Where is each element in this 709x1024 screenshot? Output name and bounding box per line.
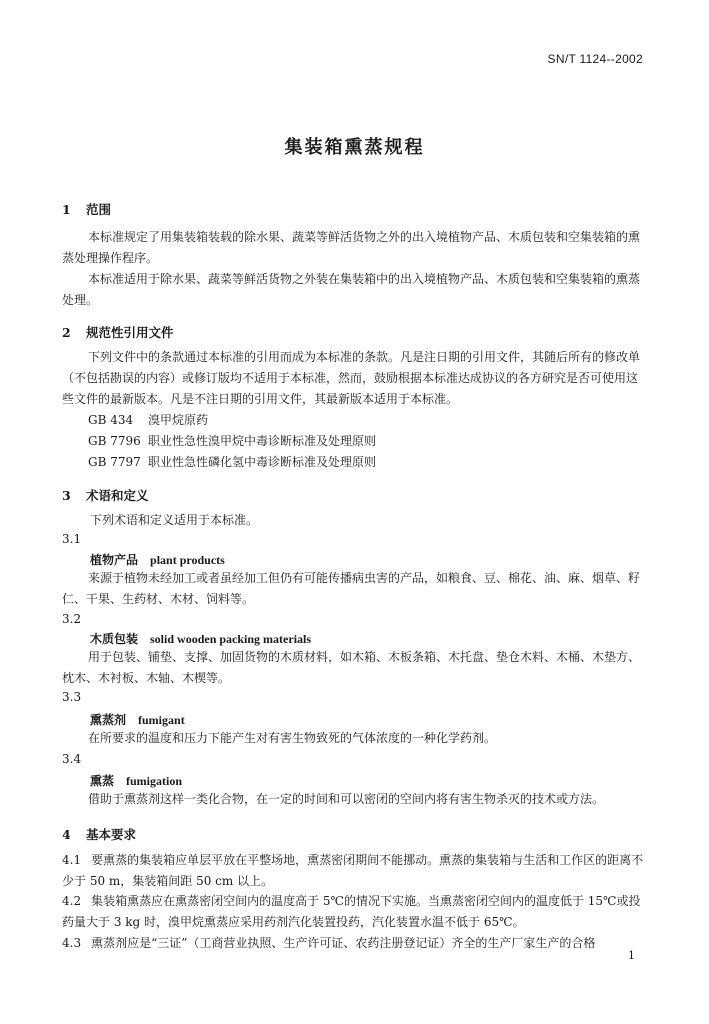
reference-code: GB 7797 (88, 455, 141, 469)
term-title (90, 551, 225, 568)
section-title: 范围 (86, 202, 112, 217)
clause-item (62, 850, 646, 892)
reference-name: 职业性急性溴甲烷中毒诊断标准及处理原则 (148, 434, 377, 448)
term-cn: 植物产品 (90, 553, 139, 567)
term-number: 3.2 (62, 612, 82, 626)
term-definition: 来源于植物未经加工或者虽经加工但仍有可能传播病虫害的产品，如粮食、豆、棉花、油、麻、烟草、籽仁、干果、生药材、木材、饲料等。 (62, 571, 641, 606)
section-4-heading (62, 825, 136, 843)
paragraph: 本标准规定了用集装箱装载的除水果、蔬菜等鲜活货物之外的出入境植物产品、木质包装和空集装箱的熏蒸处理操作程序。 (62, 230, 641, 265)
reference-code: GB 434 (88, 413, 134, 427)
paragraph: 本标准适用于除水果、蔬菜等鲜活货物之外装在集装箱中的出入境植物产品、木质包装和空集装箱的熏蒸处理。 (62, 272, 641, 307)
term-cn: 木质包装 (90, 632, 139, 646)
reference-item (88, 432, 376, 449)
clause-text: 熏蒸剂应是“三证”（工商营业执照、生产许可证、农药注册登记证）齐全的生产厂家生产的合格 (91, 936, 596, 950)
term-title (90, 711, 185, 728)
page-title: 集装箱熏蒸规程 (284, 137, 425, 158)
reference-item (88, 411, 208, 428)
clause-number: 4.3 (62, 936, 82, 950)
term-title (90, 772, 182, 789)
reference-item (88, 453, 376, 470)
term-en: solid wooden packing materials (150, 632, 312, 646)
clause-number: 4.1 (62, 853, 82, 867)
section-title: 规范性引用文件 (86, 325, 174, 340)
reference-name: 职业性急性磷化氢中毒诊断标准及处理原则 (148, 455, 377, 469)
term-en: fumigant (138, 713, 185, 727)
term-cn: 熏蒸剂 (90, 713, 127, 727)
term-number: 3.1 (62, 532, 82, 546)
section-title: 基本要求 (86, 827, 137, 842)
clause-item (62, 891, 646, 933)
paragraph: 下列文件中的条款通过本标准的引用而成为本标准的条款。凡是注日期的引用文件，其随后所有的修改单（不包括勘误的内容）或修订版均不适用于本标准，然而，鼓励根据本标准达成协议的各方研究是否可使用这些文件的最新版本。凡是不注日期的引用文件，其最新版本适用于本标准。 (62, 350, 641, 406)
clause-text: 要熏蒸的集装箱应单层平放在平整场地，熏蒸密闭期间不能挪动。熏蒸的集装箱与生活和工作区的距离不少于 50 m，集装箱间距 50 cm 以上。 (62, 853, 644, 888)
term-number: 3.4 (62, 752, 82, 766)
clause-number: 4.2 (62, 894, 82, 908)
section-title: 术语和定义 (86, 488, 149, 503)
clause-text: 集装箱熏蒸应在熏蒸密闭空间内的温度高于 5℃的情况下实施。当熏蒸密闭空间内的温度低于 15℃或投药量大于 3 kg 时，溴甲烷熏蒸应采用药剂汽化装置投药，汽化装置水温不低于 65℃。 (62, 894, 641, 929)
term-en: fumigation (126, 774, 183, 788)
standard-code: SN/T 1124--2002 (547, 52, 643, 66)
paragraph: 下列术语和定义适用于本标准。 (90, 513, 259, 527)
term-definition: 在所要求的温度和压力下能产生对有害生物致死的气体浓度的一种化学药剂。 (88, 731, 497, 745)
section-number: 2 (62, 325, 71, 340)
term-title (90, 630, 311, 647)
term-en: plant products (150, 553, 225, 567)
section-number: 4 (62, 827, 71, 842)
term-definition: 用于包装、铺垫、支撑、加固货物的木质材料，如木箱、木板条箱、木托盘、垫仓木料、木桶、木垫方、枕木、木衬板、木轴、木楔等。 (62, 650, 641, 685)
term-cn: 熏蒸 (90, 774, 115, 788)
reference-code: GB 7796 (88, 434, 141, 448)
reference-name: 溴甲烷原药 (148, 413, 209, 427)
section-2-heading (62, 323, 174, 341)
clause-item (62, 933, 646, 954)
section-number: 3 (62, 488, 71, 503)
term-number: 3.3 (62, 690, 82, 704)
section-1-heading (62, 200, 111, 218)
section-number: 1 (62, 202, 71, 217)
term-definition: 借助于熏蒸剂这样一类化合物，在一定的时间和可以密闭的空间内将有害生物杀灭的技术或方法。 (88, 792, 605, 806)
section-3-heading (62, 486, 149, 504)
page-number: 1 (628, 949, 635, 962)
